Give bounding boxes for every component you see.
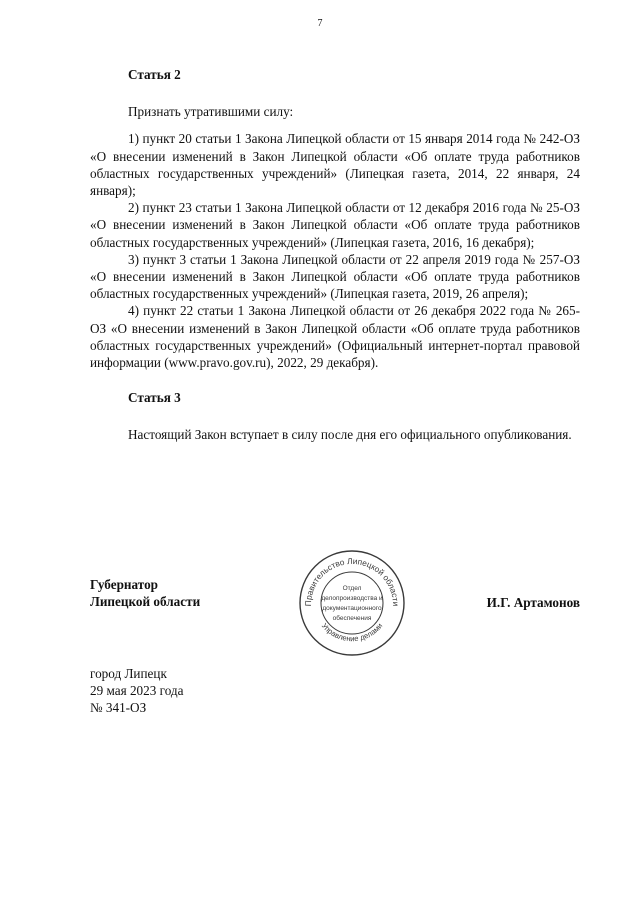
footer-law-number: № 341-ОЗ	[90, 700, 147, 716]
document-footer	[90, 665, 183, 717]
stamp-inner-line3: документационного	[322, 605, 382, 612]
article-2-item-4: 4) пункт 22 статьи 1 Закона Липецкой области от 26 декабря 2022 года № 265-ОЗ «О внесении изменений в Закон Липецкой области «Об оплате труда работников областных государственных учреждений» (Официальный интернет-портал правовой информации (www.pravo.gov.ru), 2022, 29 декабря).	[90, 303, 580, 371]
stamp-outer-text: Правительство Липецкой области	[302, 555, 402, 607]
article-2-item-2: 2) пункт 23 статьи 1 Закона Липецкой области от 12 декабря 2016 года № 25-ОЗ «О внесении изменений в Закон Липецкой области «Об оплате труда работников областных государственных учреждений» (Липецкая газета, 2016, 16 декабря);	[90, 200, 580, 250]
official-stamp	[297, 548, 407, 658]
stamp-inner-line4: обеспечения	[332, 615, 372, 622]
stamp-inner-line1: Отдел	[342, 585, 362, 592]
document-body	[90, 66, 580, 444]
stamp-inner-line2: делопроизводства и	[321, 595, 383, 602]
article-2-items	[90, 130, 580, 371]
footer-city: город Липецк	[90, 666, 167, 681]
signatory-name: И.Г. Артамонов	[486, 595, 580, 610]
article-3-text: Настоящий Закон вступает в силу после дня его официального опубликования.	[128, 427, 572, 443]
page-number: 7	[317, 18, 323, 29]
article-3-title: Статья 3	[128, 390, 181, 406]
stamp-bottom-text: Управление делами	[319, 621, 385, 644]
article-2-item-3: 3) пункт 3 статьи 1 Закона Липецкой области от 22 апреля 2019 года № 257-ОЗ «О внесении изменений в Закон Липецкой области «Об оплате труда работников областных государственных учреждений» (Липецкая газета, 2019, 26 апреля);	[90, 251, 580, 302]
article-2-title: Статья 2	[128, 67, 181, 82]
signatory-position	[90, 576, 200, 610]
stamp-inner-ring	[321, 572, 383, 634]
signatory-position-line2: Липецкой области	[90, 594, 201, 610]
signatory-position-line1: Губернатор	[90, 577, 158, 592]
article-2-item-1: 1) пункт 20 статьи 1 Закона Липецкой области от 15 января 2014 года № 242-ОЗ «О внесении изменений в Закон Липецкой области «Об оплате труда работников областных государственных учреждений» (Липецкая газета, 2014, 22 января, 24 января);	[90, 131, 580, 199]
article-3	[90, 389, 580, 443]
article-2-intro: Признать утратившими силу:	[128, 104, 294, 120]
footer-date: 29 мая 2023 года	[90, 683, 184, 699]
